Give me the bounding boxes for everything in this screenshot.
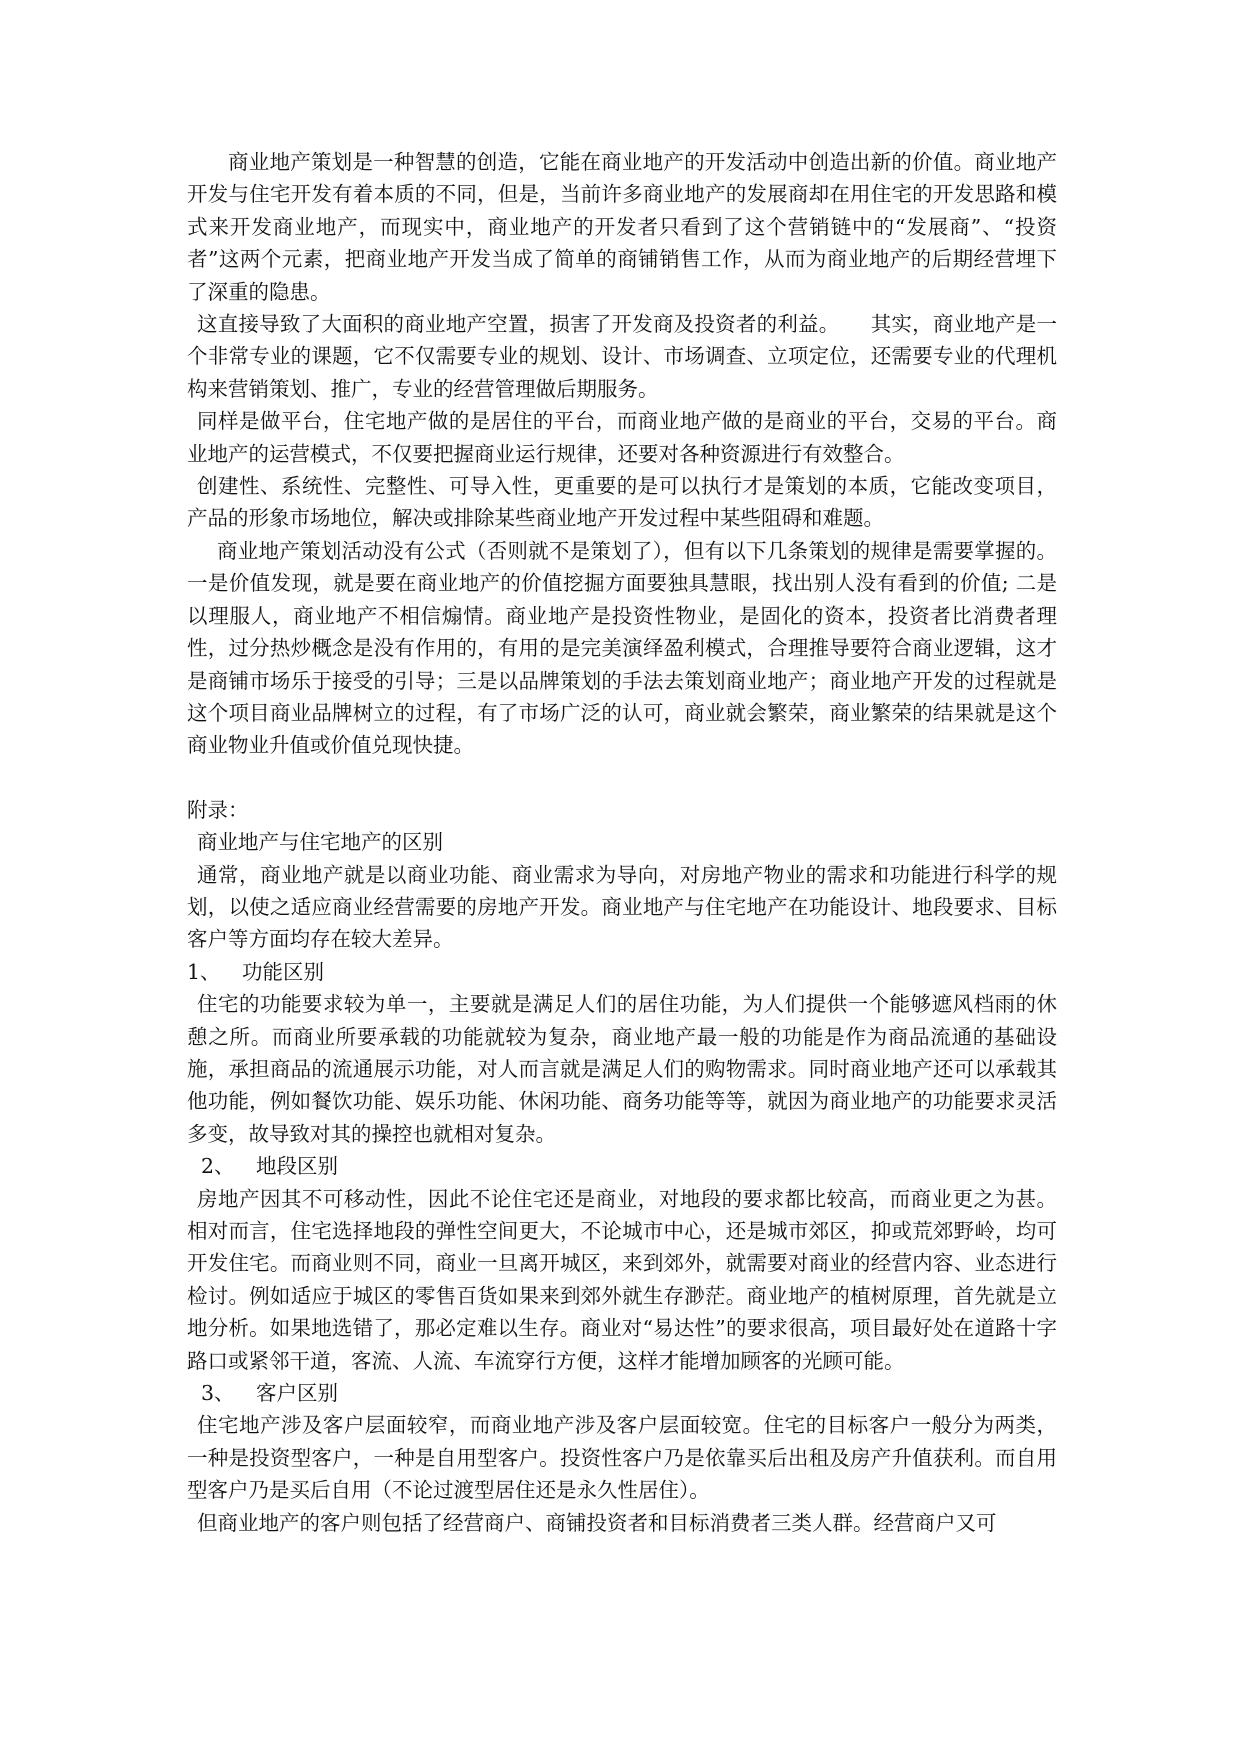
section-paragraph: 房地产因其不可移动性，因此不论住宅还是商业，对地段的要求都比较高，而商业更之为甚。相对而言，住宅选择地段的弹性空间更大，不论城市中心，还是城市郊区，抑或荒郊野岭，均可开发住宅。而商业则不同，商业一旦离开城区，来到郊外，就需要对商业的经营内容、业态进行检讨。例如适应于城区的零售百货如果来到郊外就生存渺茫。商业地产的植树原理，首先就是立地分析。如果地选错了，那必定难以生存。商业对“易达性”的要求很高，项目最好处在道路十字路口或紧邻干道，客流、人流、车流穿行方便，这样才能增加顾客的光顾可能。 xyxy=(187,1186,1057,1373)
section-heading-location xyxy=(187,1150,1057,1182)
paragraph-creativity: 创建性、系统性、完整性、可导入性，更重要的是可以执行才是策划的本质，它能改变项目，产品的形象市场地位，解决或排除某些商业地产开发过程中某些阻碍和难题。 xyxy=(187,474,1057,531)
section-heading-function xyxy=(187,956,1057,988)
section-paragraph: 但商业地产的客户则包括了经营商户、商铺投资者和目标消费者三类人群。经营商户又可 xyxy=(197,1510,997,1535)
section-number: 1、 xyxy=(187,959,221,984)
section-paragraph: 住宅的功能要求较为单一，主要就是满足人们的居住功能，为人们提供一个能够遮风档雨的休憩之所。而商业所要承载的功能就较为复杂，商业地产最一般的功能是作为商品流通的基础设施，承担商品的流通展示功能，对人而言就是满足人们的购物需求。同时商业地产还可以承载其他功能，例如餐饮功能、娱乐功能、休闲功能、商务功能等等，就因为商业地产的功能要求灵活多变，故导致对其的操控也就相对复杂。 xyxy=(187,992,1057,1146)
document-body xyxy=(187,146,1057,1539)
paragraph-intro: 商业地产策划是一种智慧的创造，它能在商业地产的开发活动中创造出新的价值。商业地产开发与住宅开发有着本质的不同，但是，当前许多商业地产的发展商却在用住宅的开发思路和模式来开发商业地产，而现实中，商业地产的开发者只看到了这个营销链中的“发展商”、“投资者”这两个元素，把商业地产开发当成了简单的商铺销售工作，从而为商业地产的后期经营埋下了深重的隐患。 xyxy=(187,150,1057,304)
appendix-intro: 通常，商业地产就是以商业功能、商业需求为导向，对房地产物业的需求和功能进行科学的规划，以使之适应商业经营需要的房地产开发。商业地产与住宅地产在功能设计、地段要求、目标客户等方面均存在较大差异。 xyxy=(187,862,1057,952)
paragraph-rules: 商业地产策划活动没有公式（否则就不是策划了），但有以下几条策划的规律是需要掌握的。一是价值发现，就是要在商业地产的价值挖掘方面要独具慧眼，找出别人没有看到的价值; 二是以理服人，商业地产不相信煽情。商业地产是投资性物业，是固化的资本，投资者比消费者理性，过分热炒概念是没有作用的，有用的是完美演绎盈利模式，合理推导要符合商业逻辑，这才是商铺市场乐于接受的引导；三是以品牌策划的手法去策划商业地产；商业地产开发的过程就是这个项目商业品牌树立的过程，有了市场广泛的认可，商业就会繁荣，商业繁荣的结果就是这个商业物业升值或价值兑现快捷。 xyxy=(187,538,1057,758)
section-number: 3、 xyxy=(201,1381,235,1406)
section-number: 2、 xyxy=(201,1154,235,1179)
appendix-label: 附录： xyxy=(187,797,249,822)
section-paragraph: 住宅地产涉及客户层面较窄，而商业地产涉及客户层面较宽。住宅的目标客户一般分为两类，一种是投资型客户，一种是自用型客户。投资性客户乃是依靠买后出租及房产升值获利。而自用型客户乃是买后自用（不论过渡型居住还是永久性居住）。 xyxy=(187,1413,1057,1503)
section-heading-customer xyxy=(187,1377,1057,1409)
appendix-title: 商业地产与住宅地产的区别 xyxy=(197,830,443,855)
section-title: 地段区别 xyxy=(256,1154,338,1179)
section-title: 功能区别 xyxy=(242,959,324,984)
blank-line xyxy=(187,762,1057,794)
section-title: 客户区别 xyxy=(256,1381,338,1406)
paragraph-platform: 同样是做平台，住宅地产做的是居住的平台，而商业地产做的是商业的平台，交易的平台。商业地产的运营模式，不仅要把握商业运行规律，还要对各种资源进行有效整合。 xyxy=(187,409,1057,466)
paragraph-vacancy: 这直接导致了大面积的商业地产空置，损害了开发商及投资者的利益。 其实，商业地产是一个非常专业的课题，它不仅需要专业的规划、设计、市场调查、立项定位，还需要专业的代理机构来营销策划、推广，专业的经营管理做后期服务。 xyxy=(187,312,1057,401)
